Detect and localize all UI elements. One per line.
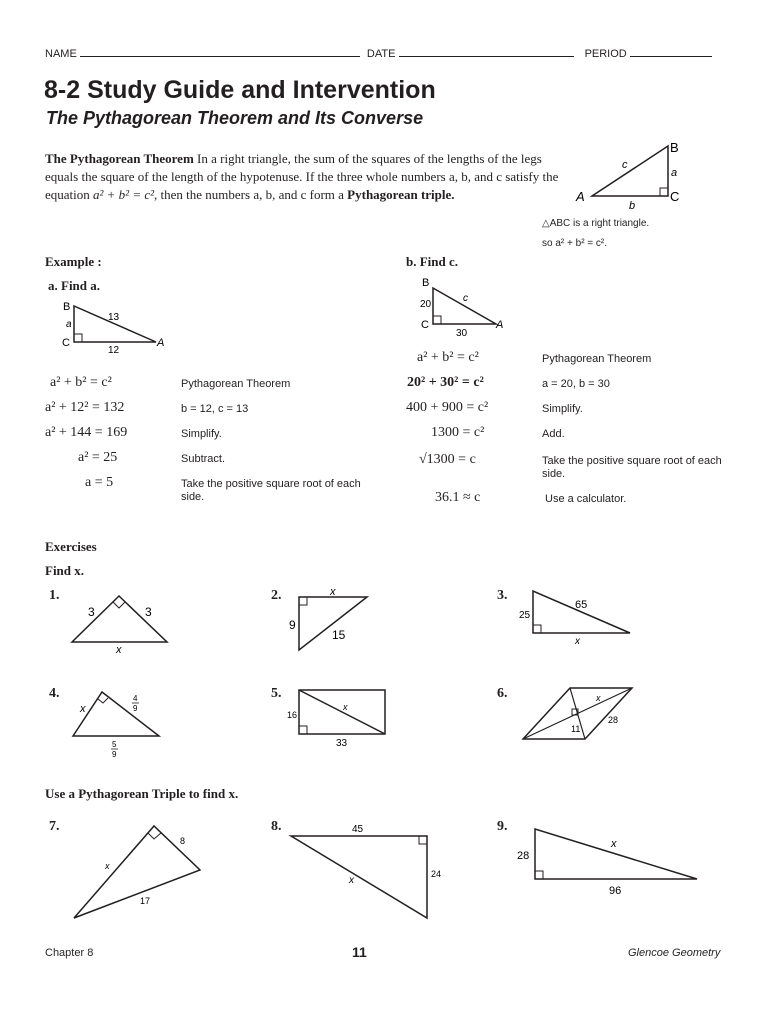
triangle-shape (592, 146, 668, 196)
part-b-label-B: B (422, 277, 430, 289)
footer-publisher: Glencoe Geometry (628, 947, 721, 959)
label-B: B (670, 140, 679, 155)
part-a-triangle (60, 296, 170, 354)
theorem-equation: a² + b² = c² (93, 187, 155, 202)
date-field[interactable] (399, 46, 574, 57)
ex1-label-left: 3 (88, 605, 95, 619)
label-c: c (622, 159, 628, 171)
theorem-paragraph (45, 150, 570, 204)
label-C: C (670, 189, 680, 204)
ex9-triangle (535, 829, 697, 879)
ex5-right-angle (299, 726, 307, 734)
footer-page-number: 11 (352, 944, 367, 960)
part-a-label-C: C (62, 337, 70, 349)
ex4-right-angle (98, 698, 108, 703)
ex4-frac2-num: 5 (112, 740, 117, 749)
ex8-label-45: 45 (352, 824, 364, 835)
ex2-right-angle (299, 597, 307, 605)
part-a-right-angle (74, 334, 82, 342)
part-b-triangle (418, 274, 518, 338)
triple-heading: Use a Pythagorean Triple to find x. (45, 786, 239, 801)
figure-caption-2: so a² + b² = c². (542, 238, 608, 249)
part-b-step-4-eq: 1300 = c² (431, 425, 485, 440)
ex6-label-28: 28 (608, 715, 619, 725)
find-x-instruction: Find x. (45, 563, 85, 578)
exercise-3-figure (515, 588, 635, 648)
ex6-label-11: 11 (571, 724, 581, 734)
ex4-frac2-den: 9 (112, 750, 117, 759)
part-a-step-2-eq: a² + 12² = 132 (45, 400, 125, 415)
exercise-7-figure (68, 820, 208, 924)
ex5-label-x: x (343, 702, 348, 712)
part-b-heading: b. Find c. (406, 254, 459, 269)
ex2-label-x: x (330, 586, 336, 598)
exercise-5-figure (285, 688, 390, 750)
exercise-6-number: 6. (497, 686, 508, 701)
theorem-text-1: In a right triangle, the sum of the squares of the lengths of the legs equals the square of the length of the hypotenuse. If the three whole numbers a, b, and c satisfy the equation (45, 151, 559, 202)
ex1-triangle (72, 596, 167, 642)
part-b-label-c: c (463, 293, 468, 304)
ex8-label-24: 24 (431, 869, 442, 879)
period-field[interactable] (630, 46, 712, 57)
name-label: NAME (45, 48, 77, 60)
ex9-label-x: x (611, 838, 617, 850)
part-b-label-base: 30 (456, 328, 468, 338)
part-b-step-6-note: Use a calculator. (545, 493, 627, 505)
exercise-4-figure (65, 688, 175, 763)
ex7-label-x: x (105, 861, 110, 871)
ex1-right-angle (113, 602, 125, 608)
period-label: PERIOD (584, 48, 627, 60)
part-a-step-1-note: Pythagorean Theorem (181, 378, 291, 390)
ex8-triangle (291, 836, 427, 918)
exercise-8-number: 8. (271, 819, 282, 834)
exercise-5-number: 5. (271, 686, 282, 701)
ex1-label-right: 3 (145, 605, 152, 619)
part-b-right-angle (433, 316, 441, 324)
ex5-label-width: 33 (336, 738, 348, 749)
ex3-triangle (533, 591, 630, 633)
part-a-step-5-eq: a = 5 (85, 475, 114, 490)
part-b-label-C: C (421, 319, 429, 331)
ex2-label-leg: 9 (289, 618, 296, 632)
ex4-frac1-num: 4 (133, 694, 138, 703)
part-a-step-4-note: Subtract. (181, 453, 226, 465)
part-a-step-1-eq: a² + b² = c² (50, 375, 112, 390)
part-a-step-5-note: Take the positive square root of each side. (181, 478, 361, 503)
part-a-step-2-note: b = 12, c = 13 (181, 403, 249, 415)
theorem-text-2: , then the numbers a, b, and c form a (154, 187, 344, 202)
exercise-2-number: 2. (271, 588, 282, 603)
part-a-step-3-note: Simplify. (181, 428, 222, 440)
ex4-frac1-den: 9 (133, 704, 138, 713)
header-line (45, 46, 725, 60)
page-subtitle: The Pythagorean Theorem and Its Converse (46, 108, 424, 128)
exercise-9-number: 9. (497, 819, 508, 834)
name-field[interactable] (80, 46, 360, 57)
ex9-label-28: 28 (517, 850, 530, 862)
ex9-label-96: 96 (609, 885, 622, 897)
theorem-lead: The Pythagorean Theorem (45, 151, 194, 166)
exercise-1-number: 1. (49, 588, 60, 603)
part-a-label-hyp: 13 (108, 312, 120, 323)
part-a-step-3-eq: a² + 144 = 169 (45, 425, 128, 440)
part-b-step-1-note: Pythagorean Theorem (542, 353, 652, 365)
ex2-label-hyp: 15 (332, 628, 346, 642)
ex2-triangle (299, 597, 367, 650)
part-a-label-a: a (66, 319, 72, 330)
exercise-4-number: 4. (49, 686, 60, 701)
part-a-label-A: A (157, 337, 165, 349)
exercise-8-figure (285, 820, 445, 924)
exercise-7-number: 7. (49, 819, 60, 834)
ex4-triangle (73, 692, 159, 736)
part-b-step-3-eq: 400 + 900 = c² (406, 400, 489, 415)
ex5-diagonal (299, 690, 385, 734)
ex7-label-17: 17 (140, 896, 151, 906)
ex1-label-x: x (116, 644, 122, 655)
date-label: DATE (366, 48, 396, 60)
ex7-label-8: 8 (180, 836, 186, 846)
part-b-label-A: A (496, 319, 504, 331)
part-b-step-4-note: Add. (542, 428, 565, 440)
right-angle-mark (660, 188, 668, 196)
example-heading: Example : (45, 254, 102, 269)
ex8-label-x: x (349, 875, 354, 886)
part-b-step-3-note: Simplify. (542, 403, 583, 415)
label-b: b (629, 200, 636, 212)
theorem-bold-tail: Pythagorean triple. (347, 187, 455, 202)
part-a-heading: a. Find a. (48, 278, 101, 293)
part-a-label-base: 12 (108, 345, 120, 354)
ex5-label-height: 16 (287, 710, 298, 720)
exercises-heading: Exercises (45, 539, 97, 554)
ex3-label-hyp: 65 (575, 599, 588, 611)
ex9-right-angle (535, 871, 543, 879)
figure-caption-1: △ABC is a right triangle. (542, 218, 650, 229)
label-a: a (671, 167, 678, 179)
exercise-2-figure (285, 586, 375, 656)
ex8-right-angle (419, 836, 427, 844)
exercise-6-figure (515, 684, 640, 744)
ex6-label-x: x (596, 693, 601, 703)
exercise-1-figure (65, 590, 175, 655)
ex3-label-x: x (575, 636, 580, 647)
part-b-step-5-eq: √1300 = c (419, 452, 476, 467)
label-A: A (576, 189, 585, 204)
part-b-step-2-eq: 20² + 30² = c² (407, 375, 484, 390)
ex3-right-angle (533, 625, 541, 633)
ex4-label-x: x (80, 703, 86, 715)
ex3-label-leg: 25 (519, 610, 531, 621)
exercise-9-figure (515, 822, 705, 902)
part-b-label-leg: 20 (420, 299, 432, 310)
part-b-step-5-note: Take the positive square root of each side. (542, 455, 722, 480)
part-b-step-6-eq: 36.1 ≈ c (435, 490, 481, 505)
part-b-step-2-note: a = 20, b = 30 (542, 378, 610, 390)
footer-chapter: Chapter 8 (45, 947, 94, 959)
exercise-3-number: 3. (497, 588, 508, 603)
part-b-step-1-eq: a² + b² = c² (417, 350, 479, 365)
ex7-right-angle (148, 833, 161, 839)
page-title: 8-2 Study Guide and Intervention (44, 76, 436, 104)
part-a-step-4-eq: a² = 25 (78, 450, 118, 465)
part-a-label-B: B (63, 301, 71, 313)
theorem-triangle-figure (570, 138, 690, 213)
